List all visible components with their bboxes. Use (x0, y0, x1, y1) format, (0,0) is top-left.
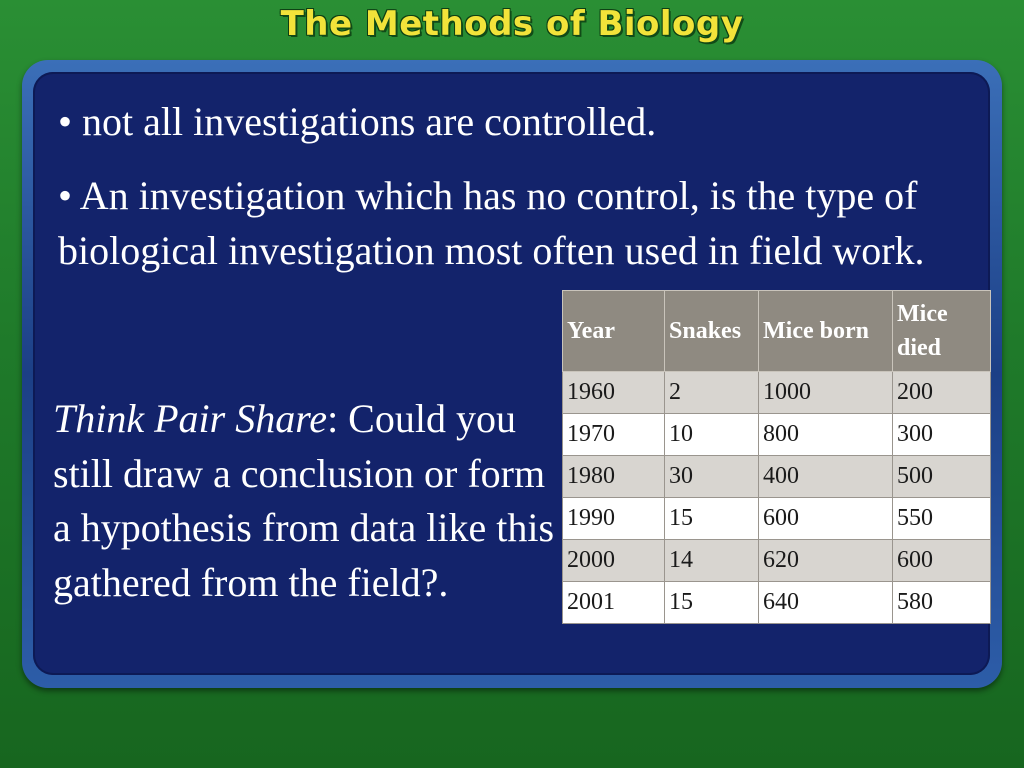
prompt-text: : Could you still draw a conclusion or form a hypothesis from data like this gathered from the field?. (53, 396, 555, 605)
bullet-2: • An investigation which has no control, is the type of biological investigation most often used in field work. (58, 173, 925, 273)
cell-mice-born: 800 (759, 414, 893, 456)
table-row (563, 540, 991, 582)
slide-title: The Methods of Biology (280, 4, 744, 44)
table-row (563, 414, 991, 456)
header-mice-born: Mice born (759, 291, 893, 372)
cell-mice-born: 640 (759, 582, 893, 624)
cell-year: 2000 (563, 540, 665, 582)
cell-year: 2001 (563, 582, 665, 624)
table-header-row (563, 291, 991, 372)
header-snakes: Snakes (665, 291, 759, 372)
cell-year: 1970 (563, 414, 665, 456)
header-year: Year (563, 291, 665, 372)
cell-mice-died: 500 (893, 456, 991, 498)
cell-snakes: 15 (665, 498, 759, 540)
cell-mice-born: 1000 (759, 372, 893, 414)
prompt-italic: Think Pair Share (53, 396, 328, 441)
think-pair-share-prompt (53, 392, 563, 610)
table-row (563, 582, 991, 624)
cell-snakes: 30 (665, 456, 759, 498)
cell-mice-died: 600 (893, 540, 991, 582)
cell-snakes: 15 (665, 582, 759, 624)
cell-mice-born: 400 (759, 456, 893, 498)
cell-mice-born: 620 (759, 540, 893, 582)
cell-mice-died: 580 (893, 582, 991, 624)
cell-snakes: 2 (665, 372, 759, 414)
header-mice-died: Mice died (893, 291, 991, 372)
cell-year: 1990 (563, 498, 665, 540)
cell-mice-born: 600 (759, 498, 893, 540)
data-table (562, 290, 991, 624)
table-row (563, 456, 991, 498)
cell-mice-died: 550 (893, 498, 991, 540)
table-row (563, 372, 991, 414)
cell-year: 1960 (563, 372, 665, 414)
bullet-1: • not all investigations are controlled. (58, 99, 657, 144)
cell-snakes: 10 (665, 414, 759, 456)
cell-snakes: 14 (665, 540, 759, 582)
cell-mice-died: 200 (893, 372, 991, 414)
table-row (563, 498, 991, 540)
cell-mice-died: 300 (893, 414, 991, 456)
cell-year: 1980 (563, 456, 665, 498)
